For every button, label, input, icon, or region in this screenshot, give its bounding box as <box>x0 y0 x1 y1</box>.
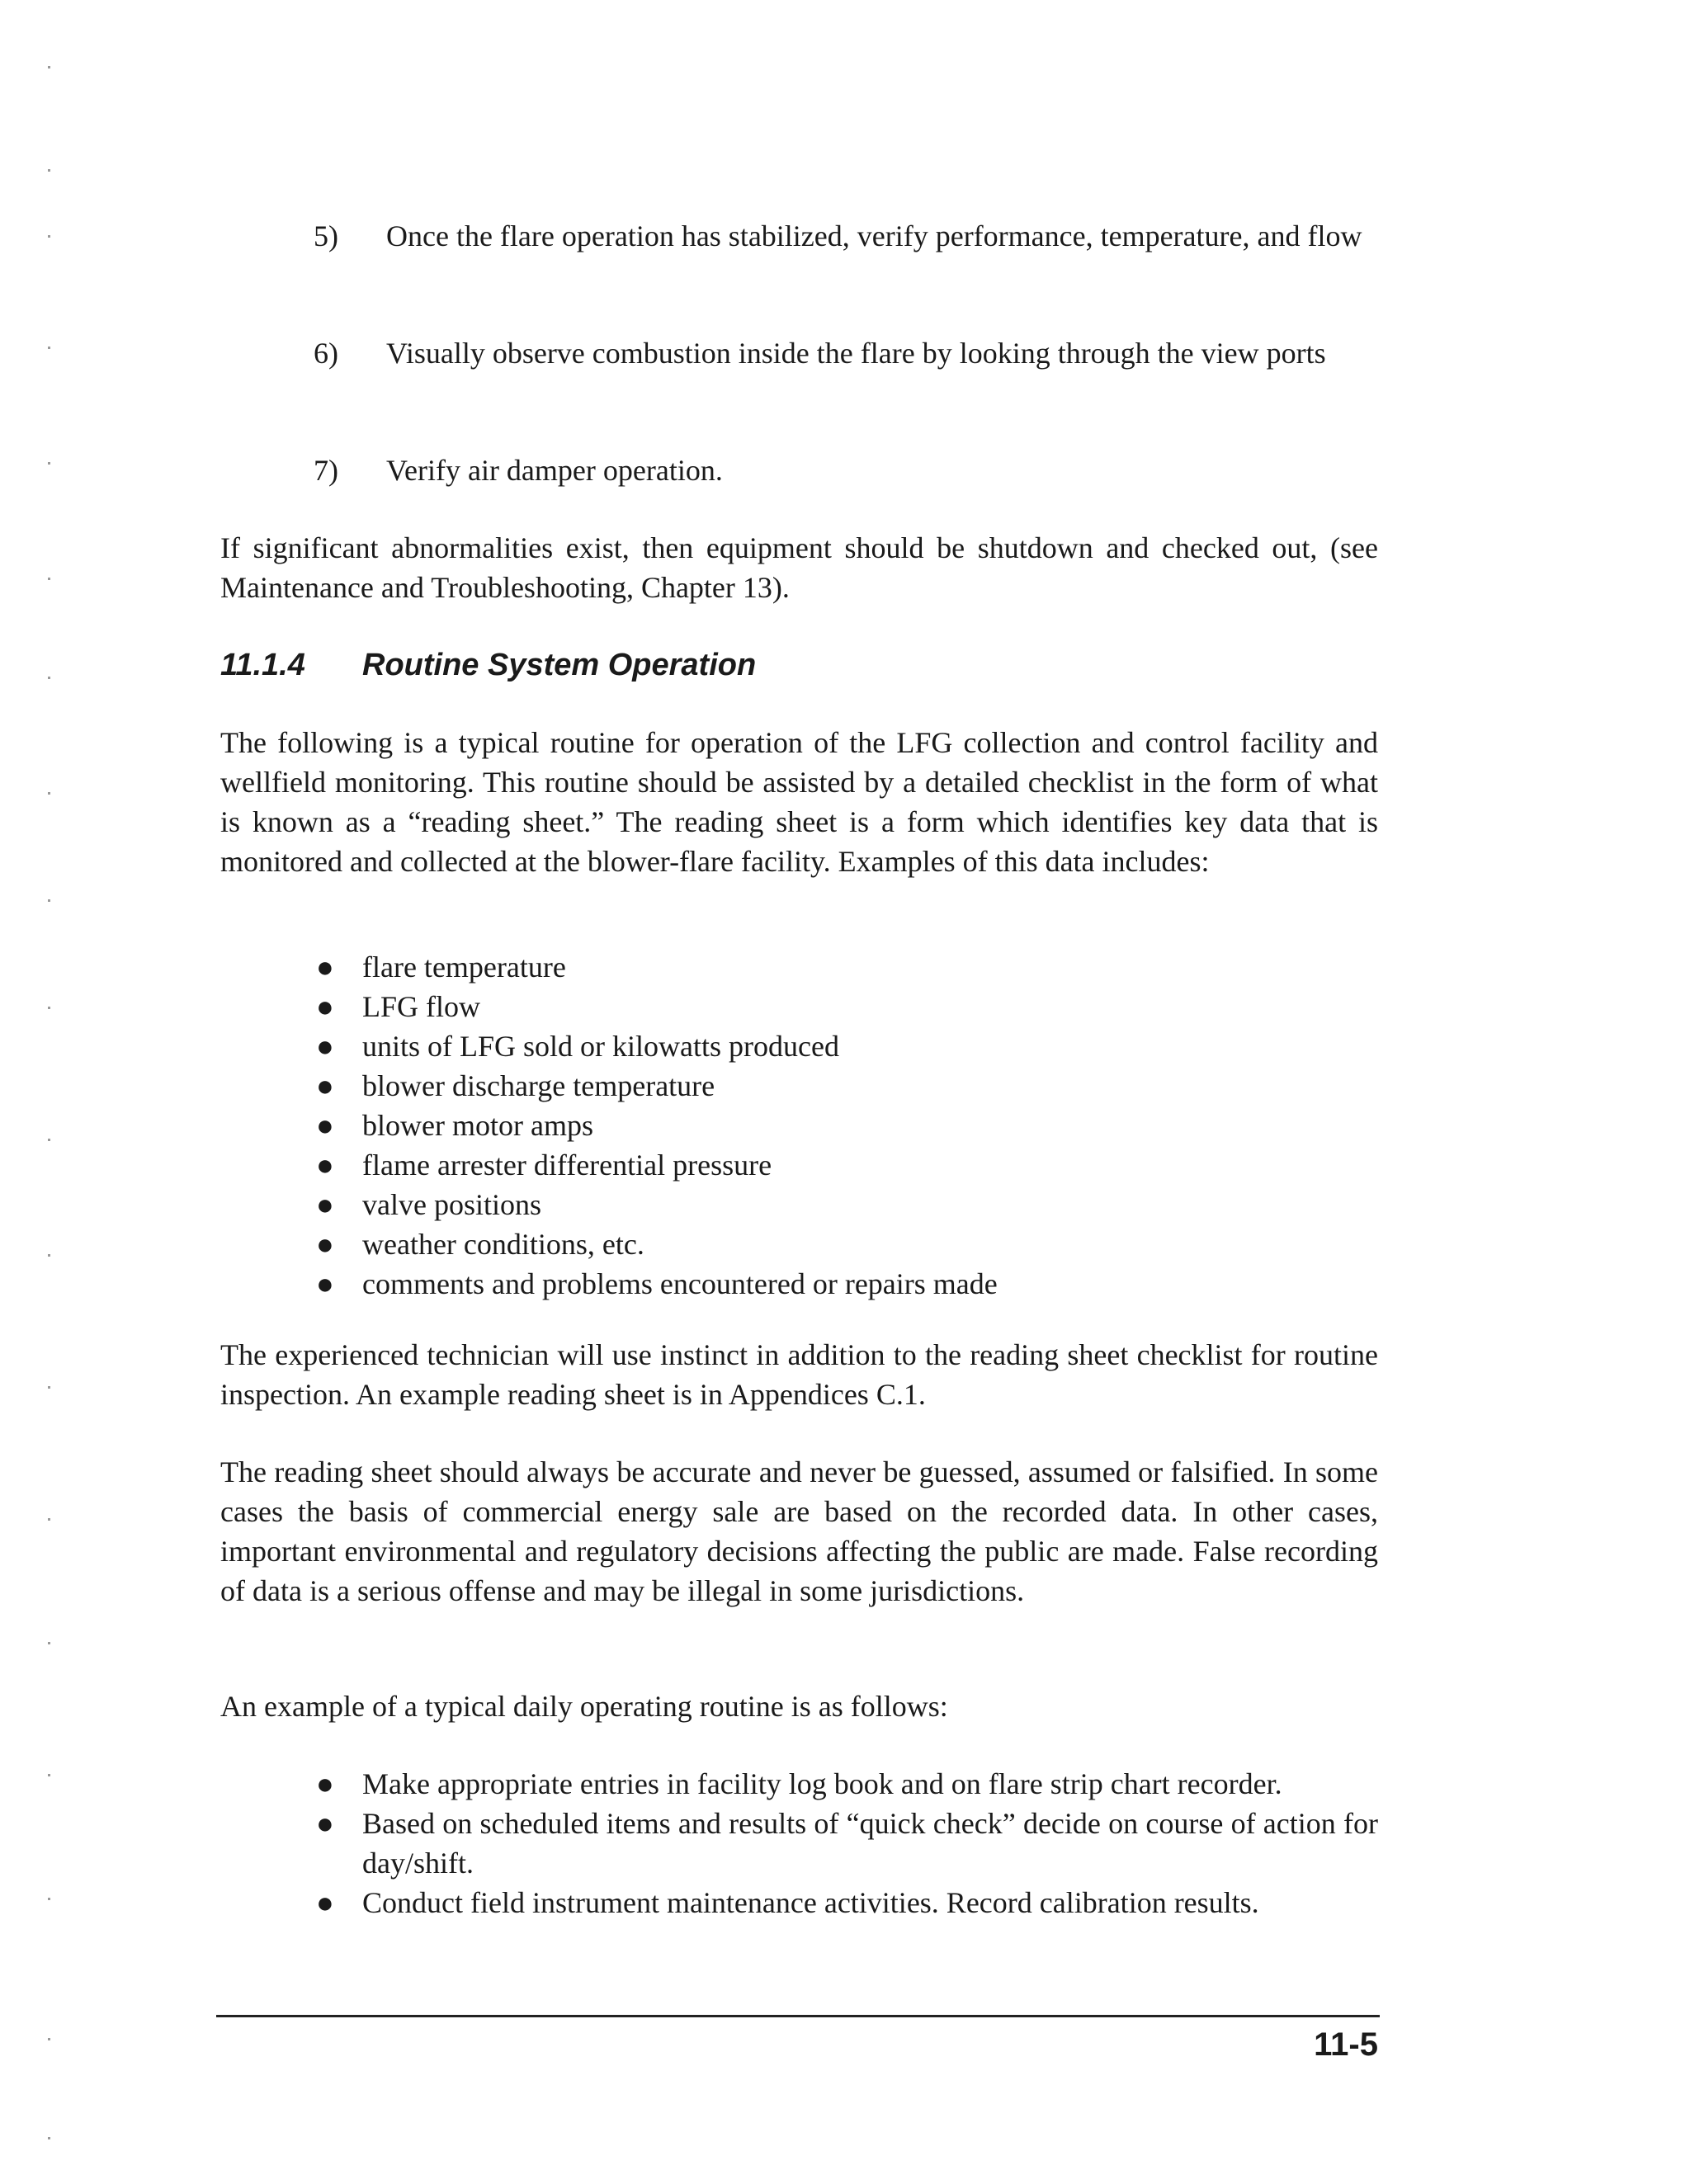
bullet-icon: ● <box>316 950 334 984</box>
bullet-icon: ● <box>316 1109 334 1142</box>
bullet-icon: ● <box>316 1149 334 1182</box>
bullet-icon: ● <box>316 1069 334 1102</box>
list-item <box>309 947 1378 987</box>
list-item <box>309 1883 1378 1922</box>
scan-speck <box>48 677 50 679</box>
list-item <box>309 1026 1378 1066</box>
scan-speck <box>48 1254 50 1257</box>
list-item <box>309 1264 1378 1304</box>
scan-speck <box>48 347 50 349</box>
scan-speck <box>48 1386 50 1389</box>
bullet-icon: ● <box>316 1267 334 1300</box>
scan-speck <box>48 578 50 580</box>
page-number: 11-5 <box>1314 2026 1378 2063</box>
data-list <box>309 947 1378 1304</box>
bullet-icon: ● <box>316 1886 334 1919</box>
list-item-text: valve positions <box>362 1188 541 1221</box>
bullet-icon: ● <box>316 1188 334 1221</box>
list-item <box>309 1764 1378 1804</box>
scan-speck <box>48 1139 50 1141</box>
list-item-text: Based on scheduled items and results of “quick check” decide on course of action for day/shift. <box>362 1807 1378 1880</box>
scan-speck <box>48 1774 50 1776</box>
scan-speck <box>48 1898 50 1900</box>
list-item <box>309 1106 1378 1145</box>
list-item-text: weather conditions, etc. <box>362 1228 644 1261</box>
list-item <box>309 1066 1378 1106</box>
technician-paragraph: The experienced technician will use instinct in addition to the reading sheet checklist for routine inspection. An example reading sheet is in Appendices C.1. <box>220 1338 1378 1411</box>
list-item-text: units of LFG sold or kilowatts produced <box>362 1030 839 1063</box>
scan-speck <box>48 1007 50 1009</box>
numbered-item <box>314 333 1378 373</box>
item-text: Visually observe combustion inside the flare by looking through the view ports <box>386 337 1326 370</box>
list-item <box>309 987 1378 1026</box>
scan-speck <box>48 462 50 465</box>
list-item <box>309 1145 1378 1185</box>
list-item-text: flame arrester differential pressure <box>362 1149 772 1182</box>
list-item <box>309 1185 1378 1224</box>
bullet-icon: ● <box>316 990 334 1023</box>
daily-routine-list <box>309 1764 1378 1922</box>
abnormal-paragraph: If significant abnormalities exist, then equipment should be shutdown and checked out, (see Maintenance and Troubleshooting, Chapter 13). <box>220 531 1378 604</box>
list-item-text: flare temperature <box>362 950 566 984</box>
list-item-text: LFG flow <box>362 990 480 1023</box>
footer-rule <box>216 2015 1380 2017</box>
item-number: 7) <box>314 454 338 487</box>
bullet-icon: ● <box>316 1807 334 1840</box>
item-text: Verify air damper operation. <box>386 454 723 487</box>
list-item-text: comments and problems encountered or repairs made <box>362 1267 998 1300</box>
daily-routine-intro: An example of a typical daily operating routine is as follows: <box>220 1690 948 1723</box>
scan-speck <box>48 2038 50 2040</box>
item-text: Once the flare operation has stabilized, verify performance, temperature, and flow <box>386 219 1362 252</box>
numbered-item <box>314 216 1378 256</box>
section-title: Routine System Operation <box>362 648 757 682</box>
scan-speck <box>48 235 50 238</box>
scan-speck <box>48 1518 50 1521</box>
section-heading <box>220 645 756 685</box>
scan-speck <box>48 899 50 902</box>
bullet-icon: ● <box>316 1767 334 1800</box>
list-item-text: Make appropriate entries in facility log book and on flare strip chart recorder. <box>362 1767 1282 1800</box>
list-item-text: blower discharge temperature <box>362 1069 715 1102</box>
scan-speck <box>48 1642 50 1644</box>
section-number: 11.1.4 <box>220 648 305 682</box>
numbered-item <box>314 450 1378 490</box>
item-number: 6) <box>314 337 338 370</box>
scan-speck <box>48 169 50 172</box>
scan-speck <box>48 66 50 68</box>
list-item-text: blower motor amps <box>362 1109 593 1142</box>
accuracy-paragraph: The reading sheet should always be accurate and never be guessed, assumed or falsified. In some cases the basis of commercial energy sale are based on the recorded data. In other cases, important environmental and regulatory decisions affecting the public are made. False recording of data is a serious offense and may be illegal in some jurisdictions. <box>220 1455 1378 1607</box>
list-item <box>309 1804 1378 1883</box>
list-item-text: Conduct field instrument maintenance activities. Record calibration results. <box>362 1886 1259 1919</box>
routine-paragraph: The following is a typical routine for operation of the LFG collection and control facility and wellfield monitoring. This routine should be assisted by a detailed checklist in the form of what is known as a “reading sheet.” The reading sheet is a form which identifies key data that is monitored and collected at the blower-flare facility. Examples of this data includes: <box>220 726 1378 878</box>
scan-speck <box>48 792 50 795</box>
bullet-icon: ● <box>316 1228 334 1261</box>
item-number: 5) <box>314 219 338 252</box>
list-item <box>309 1224 1378 1264</box>
scan-speck <box>48 2137 50 2139</box>
bullet-icon: ● <box>316 1030 334 1063</box>
